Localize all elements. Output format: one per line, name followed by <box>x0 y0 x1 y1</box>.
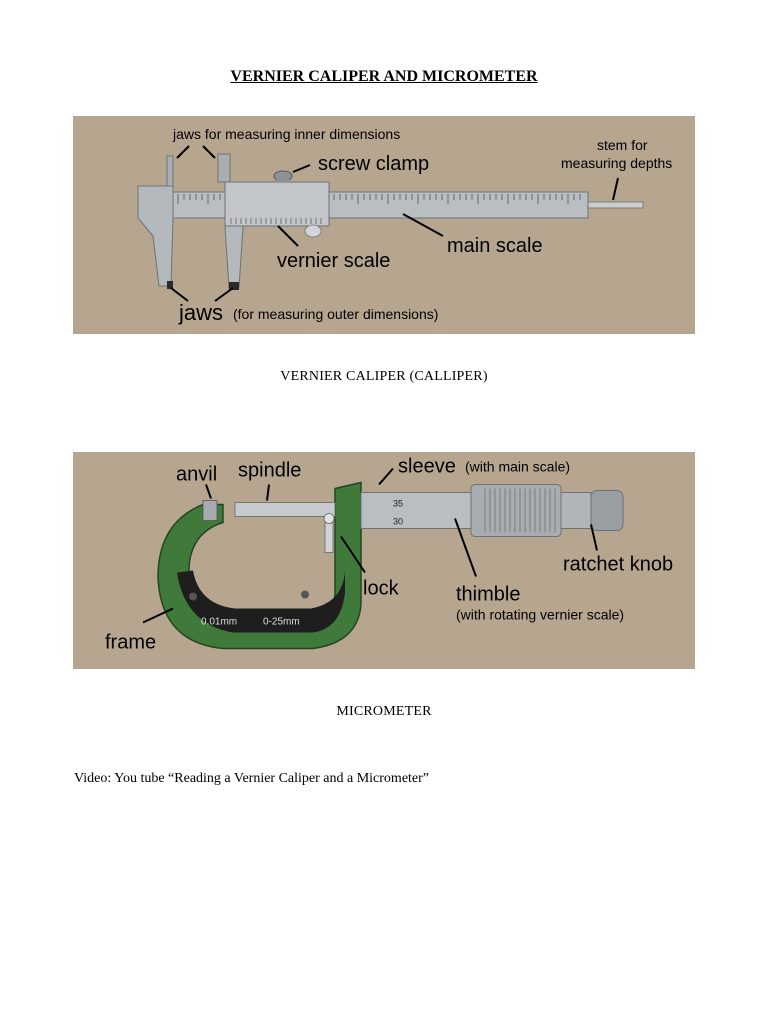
label-stem-line2: measuring depths <box>561 155 673 171</box>
label-sleeve: sleeve <box>398 455 456 478</box>
thimble-number-0: 35 <box>393 498 404 509</box>
frame-marking-1: 0.01mm <box>201 616 238 628</box>
label-thimble: thimble <box>456 583 521 606</box>
thimble-number-1: 30 <box>393 516 404 527</box>
label-inner-jaws: jaws for measuring inner dimensions <box>173 126 401 142</box>
label-main-scale: main scale <box>447 235 543 257</box>
video-reference: Video: You tube “Reading a Vernier Caliper and a Micrometer” <box>74 771 430 786</box>
sliding-body-shape <box>225 182 329 226</box>
label-lock: lock <box>363 577 399 600</box>
sliding-outer-jaw-shape <box>225 226 243 288</box>
label-stem-line1: stem for <box>597 137 648 153</box>
vernier-caliper-drawing <box>73 116 695 334</box>
micrometer-image <box>73 452 695 669</box>
document-title: VERNIER CALIPER AND MICROMETER <box>230 68 538 85</box>
label-vernier-scale: vernier scale <box>277 250 391 272</box>
label-thimble-note: (with rotating vernier scale) <box>456 606 625 623</box>
depth-stem-shape <box>583 202 643 208</box>
sliding-inner-jaw-shape <box>218 154 230 182</box>
caliper-caption: VERNIER CALIPER (CALLIPER) <box>280 369 488 384</box>
main-beam-shape <box>138 192 588 218</box>
fixed-jaw-shape <box>138 186 173 286</box>
label-spindle: spindle <box>238 459 302 482</box>
label-outer-jaws: (for measuring outer dimensions) <box>233 306 439 322</box>
frame-marking-2: 0-25mm <box>263 616 300 628</box>
sleeve-shape <box>361 493 471 529</box>
anvil-shape <box>203 501 217 521</box>
label-anvil: anvil <box>176 463 218 486</box>
ratchet-knob-shape <box>591 491 623 531</box>
fixed-inner-jaw-shape <box>167 156 173 186</box>
label-sleeve-note: (with main scale) <box>465 458 571 475</box>
vernier-caliper-image <box>73 116 695 334</box>
label-screw-clamp: screw clamp <box>318 153 430 175</box>
label-frame: frame <box>105 631 157 654</box>
spindle-shape <box>235 503 335 517</box>
ratchet-shape <box>561 493 591 529</box>
micrometer-drawing <box>73 452 695 669</box>
label-ratchet-knob: ratchet knob <box>563 553 674 576</box>
micrometer-caption: MICROMETER <box>336 704 432 719</box>
label-jaws: jaws <box>179 300 224 325</box>
